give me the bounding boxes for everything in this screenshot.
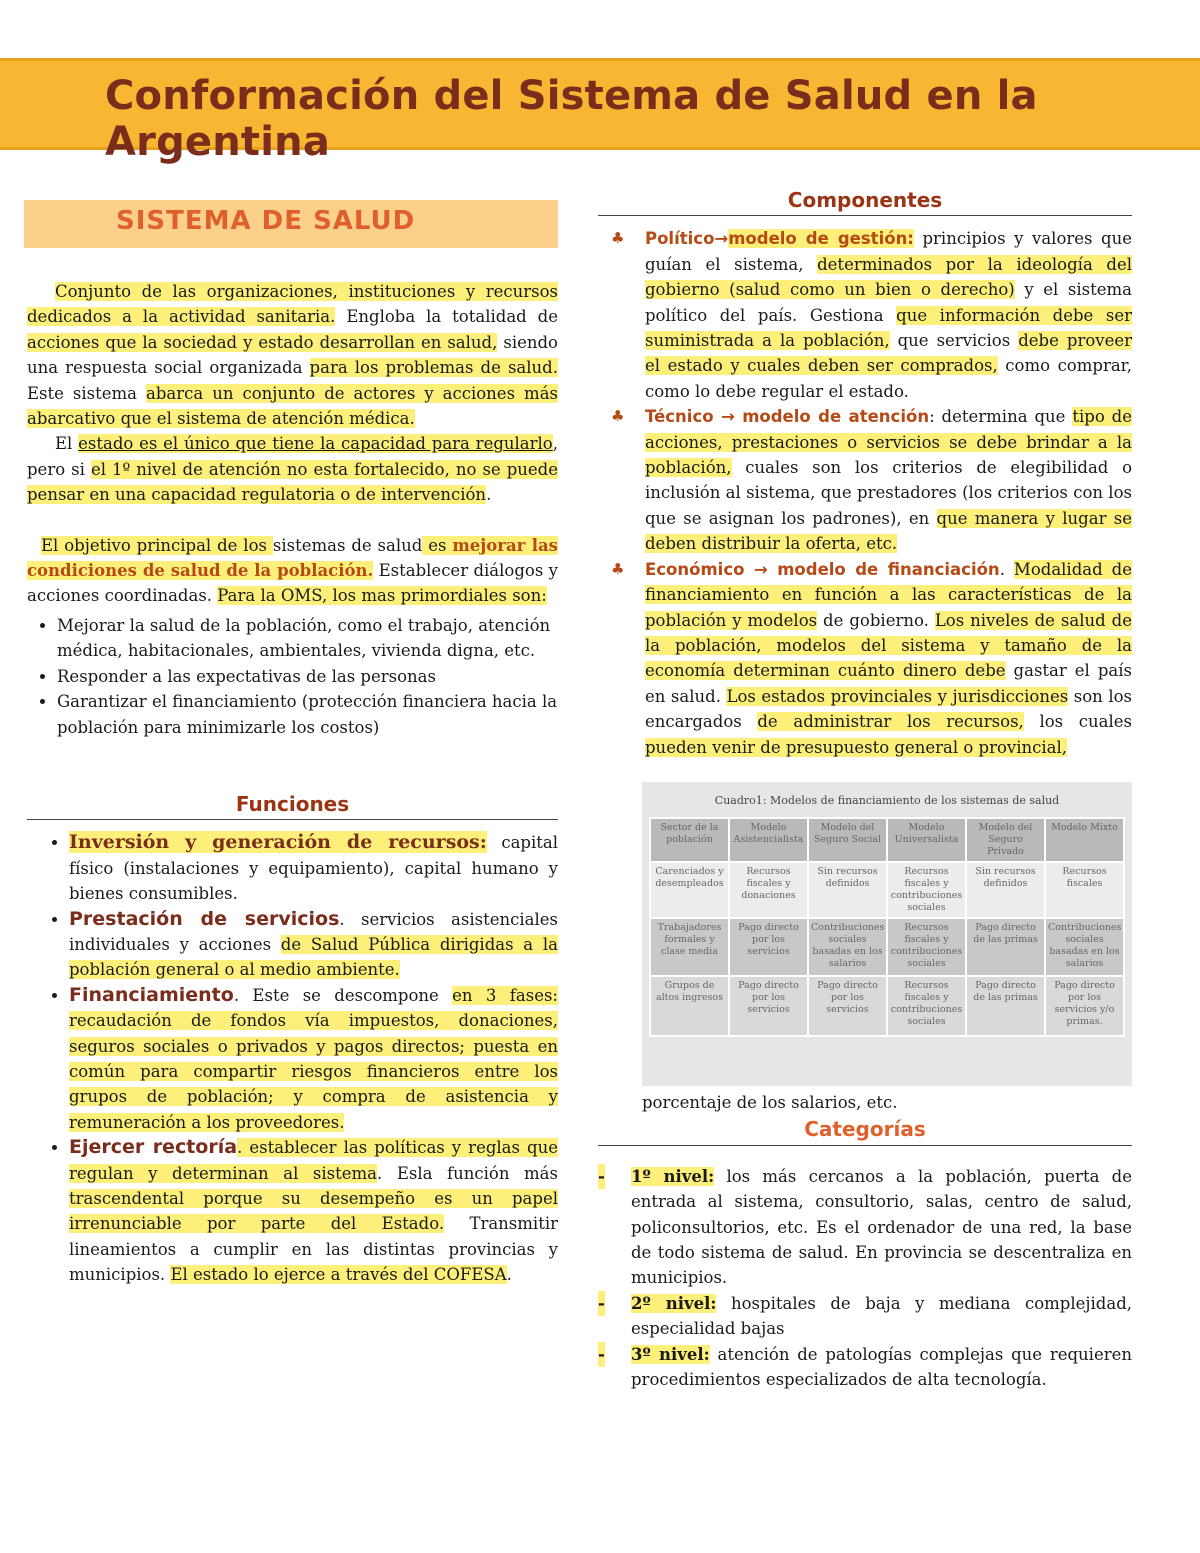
table-cell: Sin recursos definidos	[966, 862, 1045, 918]
funcion-item	[69, 983, 558, 1135]
text-run: . establecer las políticas y reglas que regulan y determinan al sistema	[69, 1138, 558, 1183]
table-row	[650, 918, 1124, 976]
dash-bullet-icon: -	[598, 1342, 605, 1367]
text-run: en 3 fases: recaudación de fondos vía impuestos, donaciones, seguros sociales o privados y pagos directos; puesta en común para compartir riesgos financieros entre los grupos de población; y compra de asistencia y remuneración a los proveedores.	[69, 985, 558, 1132]
text-run: 3º nivel:	[631, 1344, 710, 1364]
text-run: .	[506, 1265, 512, 1285]
text-run: siendo una respuesta social organizada	[27, 332, 558, 378]
text-run: .	[486, 485, 492, 505]
sistema-salud-heading-box	[24, 200, 558, 248]
text-run: 1º nivel:	[631, 1166, 715, 1186]
funcion-item	[69, 1135, 558, 1287]
objective-paragraph	[27, 533, 558, 609]
text-run: que información debe ser suministrada a la población,	[645, 305, 1133, 351]
text-run: mejorar las condiciones de salud de la población.	[27, 535, 558, 581]
text-run: El estado lo ejerce a través del COFESA	[170, 1265, 507, 1285]
table-row	[650, 976, 1124, 1036]
table-header-row	[650, 818, 1124, 862]
text-run: estado es el único que tiene la capacidad para regularlo	[78, 434, 553, 454]
dash-bullet-icon: -	[598, 1291, 605, 1316]
text-run: Prestación de servicios	[69, 907, 340, 930]
table-cell: Pago directo de las primas	[966, 976, 1045, 1036]
list-item: • Responder a las expectativas de las personas	[57, 664, 558, 689]
table-header-cell: Modelo del Seguro Privado	[966, 818, 1045, 862]
text-run: pueden venir de presupuesto general o provincial,	[645, 737, 1068, 757]
text-run: 2º nivel:	[631, 1293, 717, 1313]
page-title: Conformación del Sistema de Salud en la Argentina	[105, 73, 1038, 165]
text-run: . Este se descompone	[233, 985, 453, 1005]
text-run: Técnico → modelo de atención	[645, 407, 930, 427]
text-run: de gobierno.	[817, 610, 935, 630]
text-run: Inversión y generación de recursos:	[69, 831, 487, 854]
text-run: que manera y lugar se deben distribuir la oferta, etc.	[645, 508, 1132, 554]
funcion-item	[69, 830, 558, 906]
table-header-cell: Modelo Mixto	[1045, 818, 1124, 862]
text-run: El	[55, 434, 79, 454]
text-run: sistemas de salud	[272, 535, 423, 555]
text-run: que servicios	[889, 331, 1019, 351]
table-cell: Recursos fiscales	[1045, 862, 1124, 918]
text-run: Económico → modelo de financiación	[645, 559, 1000, 579]
text-run: cuales son los criterios de elegibilidad o inclusión al sistema, que prestadores (los criterios con los que se asignan los padrones), en	[645, 458, 1132, 528]
title-banner	[0, 58, 1200, 165]
text-run: Financiamiento	[69, 983, 234, 1006]
table-cell: Recursos fiscales y contribuciones sociales	[887, 862, 966, 918]
text-run: Establecer diálogos y acciones coordinadas.	[27, 561, 558, 606]
text-run: , pero si	[27, 434, 558, 479]
text-run: . Esla función más	[377, 1163, 558, 1183]
right-column	[598, 188, 1132, 1392]
definition-paragraph	[27, 279, 558, 431]
table-cell: Contribuciones sociales basadas en los salarios	[1045, 918, 1124, 976]
text-run: Para la OMS, los mas primordiales son:	[217, 586, 547, 606]
club-bullet-icon: ♣	[611, 407, 625, 426]
componente-item	[611, 226, 1133, 404]
table-cell: Carenciados y desempleados	[650, 862, 729, 918]
table-header-cell: Modelo del Seguro Social	[808, 818, 887, 862]
funciones-list	[27, 830, 558, 1287]
table-cell: Pago directo por los servicios y/o primas.	[1045, 976, 1124, 1036]
text-run: de administrar los recursos,	[757, 712, 1024, 732]
text-run: debe proveer el estado y cuales deben ser comprados,	[645, 331, 1132, 376]
table-cell: Pago directo por los servicios	[729, 918, 808, 976]
funcion-item	[69, 907, 558, 983]
left-column	[27, 200, 558, 1288]
text-run: son los encargados	[645, 686, 1132, 732]
after-table-text: porcentaje de los salarios, etc.	[642, 1092, 898, 1112]
text-run: modelo de gestión:	[728, 229, 914, 249]
text-run: Ejercer rectoría	[69, 1136, 238, 1159]
text-run: es	[422, 535, 453, 555]
financing-table	[649, 817, 1125, 1037]
table-cell: Recursos fiscales y donaciones	[729, 862, 808, 918]
text-run: El objetivo principal de los	[41, 535, 273, 555]
text-run: Modalidad de financiamiento en función a las características de la población y modelos	[645, 559, 1132, 630]
text-run: Los estados provinciales y jurisdicciones	[726, 686, 1069, 706]
table-row	[650, 862, 1124, 918]
text-run: acciones que la sociedad y estado desarrollan en salud,	[27, 332, 498, 352]
text-run: Engloba la totalidad de	[335, 307, 558, 327]
club-bullet-icon: ♣	[611, 559, 625, 578]
text-run: determinados por la ideología del gobierno (salud como un bien o derecho)	[645, 254, 1132, 300]
text-run: tipo de acciones, prestaciones o servicios se debe brindar a la población,	[645, 407, 1132, 478]
text-run: .	[999, 559, 1014, 579]
text-run: Este sistema	[27, 383, 147, 403]
sistema-salud-heading: SISTEMA DE SALUD	[116, 206, 416, 236]
categorias-heading: Categorías	[598, 1117, 1132, 1145]
text-run: trascendental porque su desempeño es un papel irrenunciable por parte del Estado.	[69, 1189, 558, 1234]
text-run: atención de patologías complejas que requieren procedimientos especializados de alta tecnología.	[631, 1344, 1133, 1389]
text-run: . servicios asistenciales individuales y acciones	[69, 909, 558, 954]
funciones-heading: Funciones	[27, 792, 558, 820]
text-run: Los niveles de salud de la población, modelos del sistema y tamaño de la economía determinan cuánto dinero debe	[645, 610, 1132, 681]
categoria-item	[598, 1291, 1133, 1342]
table-cell: Recursos fiscales y contribuciones sociales	[887, 918, 966, 976]
table-cell: Recursos fiscales y contribuciones sociales	[887, 976, 966, 1036]
table-header-cell: Modelo Asistencialista	[729, 818, 808, 862]
table-cell: Contribuciones sociales basadas en los salarios	[808, 918, 887, 976]
list-item: • Garantizar el financiamiento (protección financiera hacia la población para minimizarle los costos)	[57, 689, 558, 740]
text-run: Conjunto de las organizaciones, instituciones y recursos dedicados a la actividad sanitaria.	[27, 282, 558, 327]
oms-priorities-list	[27, 613, 558, 740]
text-run: capital físico (instalaciones y equipamiento), capital humano y bienes consumibles.	[69, 833, 558, 904]
table-header-cell: Modelo Universalista	[887, 818, 966, 862]
table-caption: Cuadro1: Modelos de financiamiento de los sistemas de salud	[714, 793, 1060, 807]
table-cell: Trabajadores formales y clase media	[650, 918, 729, 976]
text-run: de Salud Pública dirigidas a la población general o al medio ambiente.	[69, 934, 558, 980]
categoria-item	[598, 1164, 1132, 1291]
componente-item	[611, 404, 1132, 556]
categorias-list	[598, 1164, 1132, 1393]
text-run: abarca un conjunto de actores y acciones más abarcativo que el sistema de atención médica.	[27, 383, 558, 429]
componentes-heading: Componentes	[598, 188, 1132, 216]
text-run: hospitales de baja y mediana complejidad, especialidad bajas	[631, 1293, 1133, 1339]
text-run: y el sistema político del país. Gestiona	[645, 280, 1132, 325]
list-item: • Mejorar la salud de la población, como el trabajo, atención médica, habitacionales, ambientales, vivienda digna, etc.	[57, 613, 558, 664]
club-bullet-icon: ♣	[611, 229, 625, 248]
text-run: : determina que	[929, 407, 1073, 427]
table-cell: Pago directo por los servicios	[729, 976, 808, 1036]
text-run: Político→	[645, 229, 729, 249]
text-run: el 1º nivel de atención no esta fortalecido, no se puede pensar en una capacidad regulatoria o de intervención	[27, 459, 558, 505]
componente-item	[611, 557, 1132, 760]
text-run: principios y valores que guían el sistema,	[645, 229, 1133, 274]
regulation-paragraph	[27, 431, 558, 507]
table-cell: Sin recursos definidos	[808, 862, 887, 918]
text-run: gastar el país en salud.	[645, 661, 1132, 706]
table-cell: Grupos de altos ingresos	[650, 976, 729, 1036]
text-run: los cuales	[1023, 712, 1132, 732]
componentes-list	[598, 226, 1132, 760]
text-run: para los problemas de salud.	[309, 358, 558, 378]
text-run: Transmitir lineamientos a cumplir en las distintas provincias y municipios.	[69, 1214, 558, 1285]
table-cell: Pago directo por los servicios	[808, 976, 887, 1036]
table-header-cell: Sector de la población	[650, 818, 729, 862]
table-cell: Pago directo de las primas	[966, 918, 1045, 976]
categoria-item	[598, 1342, 1133, 1393]
text-run: los más cercanos a la población, puerta de entrada al sistema, consultorio, salas, centro de salud, policonsultorios, etc. Es el ordenador de una red, la base de todo sistema de salud. En provincia se descentraliza en municipios.	[631, 1166, 1132, 1288]
dash-bullet-icon: -	[598, 1164, 605, 1189]
financing-models-table	[642, 782, 1132, 1086]
text-run: como comprar, como lo debe regular el estado.	[645, 356, 1132, 401]
